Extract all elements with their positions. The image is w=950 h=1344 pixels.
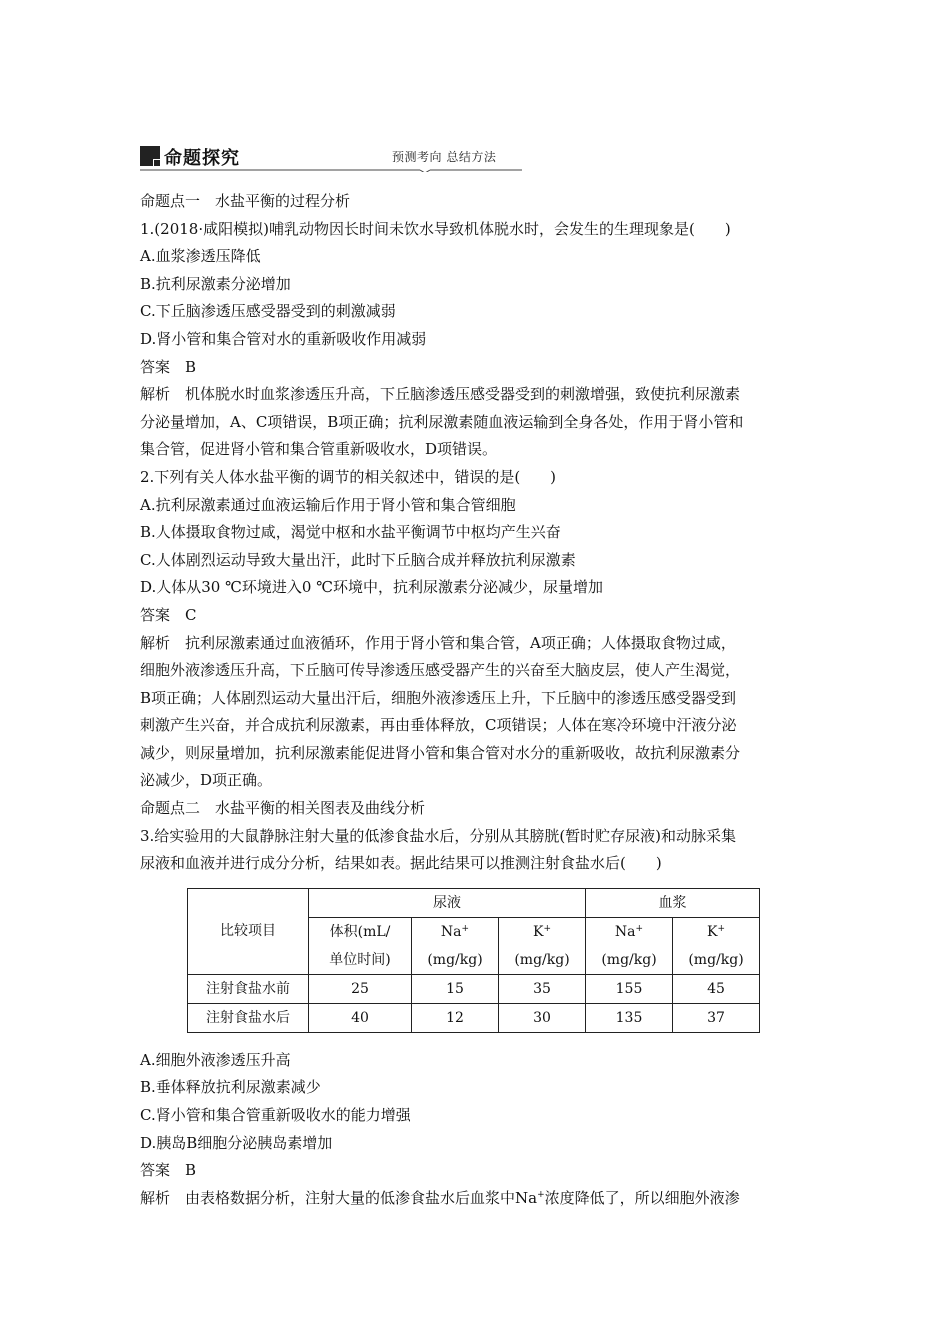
group-header-urine: 尿液 <box>309 888 586 917</box>
section-title: 命题点二 水盐平衡的相关图表及曲线分析 <box>140 799 426 818</box>
column-header-line1: 体积(mL/ <box>329 923 391 940</box>
column-header-line2: (mg/kg) <box>688 951 744 968</box>
table-corner: 比较项目 <box>188 888 309 974</box>
question-stem: 3.给实验用的大鼠静脉注射大量的低渗食盐水后，分别从其膀胱(暂时贮存尿液)和动脉采集 <box>140 826 737 845</box>
section-header <box>140 142 522 172</box>
option: C.下丘脑渗透压感受器受到的刺激减弱 <box>140 302 396 321</box>
analysis-line <box>140 1185 816 1213</box>
column-header <box>499 917 586 974</box>
option: B.抗利尿激素分泌增加 <box>140 274 291 293</box>
column-header-line1: Na <box>440 923 462 940</box>
analysis-text: 浓度降低了，所以细胞外液渗 <box>544 1188 740 1207</box>
analysis-line: 解析 机体脱水时血浆渗透压升高，下丘脑渗透压感受器受到的刺激增强，致使抗利尿激素 <box>140 385 741 404</box>
data-table <box>187 888 760 1033</box>
option: C.人体剧烈运动导致大量出汗，此时下丘脑合成并释放抗利尿激素 <box>140 550 576 569</box>
table-cell: 12 <box>412 1003 499 1032</box>
question-stem: 1.(2018·咸阳模拟)哺乳动物因长时间未饮水导致机体脱水时，会发生的生理现象是( ) <box>140 219 731 238</box>
answer: 答案 B <box>140 1161 197 1180</box>
option: A.抗利尿激素通过血液运输后作用于肾小管和集合管细胞 <box>140 495 516 514</box>
option: D.人体从30 ℃环境进入0 ℃环境中，抗利尿激素分泌减少，尿量增加 <box>140 578 603 597</box>
column-header-line2: (mg/kg) <box>514 951 570 968</box>
analysis-line: 泌减少，D项正确。 <box>140 771 273 790</box>
header-subtitle: 预测考向 总结方法 <box>392 150 497 164</box>
table-cell: 37 <box>673 1003 760 1032</box>
table-cell: 15 <box>412 974 499 1003</box>
option: D.胰岛B细胞分泌胰岛素增加 <box>140 1133 333 1152</box>
question-stem: 2.下列有关人体水盐平衡的调节的相关叙述中，错误的是( ) <box>140 467 557 486</box>
analysis-line: 细胞外液渗透压升高，下丘脑可传导渗透压感受器产生的兴奋至大脑皮层，使人产生渴觉， <box>140 661 741 680</box>
analysis-line: 集合管，促进肾小管和集合管重新吸收水，D项错误。 <box>140 440 498 459</box>
row-label: 注射食盐水前 <box>188 974 309 1003</box>
analysis-line: B项正确；人体剧烈运动大量出汗后，细胞外液渗透压上升，下丘脑中的渗透压感受器受到 <box>140 688 737 707</box>
table-row <box>188 1003 760 1032</box>
answer: 答案 C <box>140 605 197 624</box>
column-header-line1: K <box>532 923 544 940</box>
row-label: 注射食盐水后 <box>188 1003 309 1032</box>
analysis-line: 减少，则尿量增加，抗利尿激素能促进肾小管和集合管对水分的重新吸收，故抗利尿激素分 <box>140 743 741 762</box>
column-header <box>412 917 499 974</box>
analysis-line: 分泌量增加，A、C项错误，B项正确；抗利尿激素随血液运输到全身各处，作用于肾小管和 <box>140 412 744 431</box>
option: A.细胞外液渗透压升高 <box>140 1050 291 1069</box>
group-header-plasma: 血浆 <box>586 888 760 917</box>
header-square-icon <box>140 146 160 166</box>
answer: 答案 B <box>140 357 197 376</box>
option: B.人体摄取食物过咸，渴觉中枢和水盐平衡调节中枢均产生兴奋 <box>140 523 561 542</box>
option: A.血浆渗透压降低 <box>140 247 261 266</box>
section-title: 命题点一 水盐平衡的过程分析 <box>140 192 351 210</box>
option: B.垂体释放抗利尿激素减少 <box>140 1078 321 1097</box>
column-header-line2: 单位时间) <box>329 951 391 968</box>
table-cell: 135 <box>586 1003 673 1032</box>
table-cell: 40 <box>309 1003 412 1032</box>
question-stem: 尿液和血液并进行成分分析，结果如表。据此结果可以推测注射食盐水后( ) <box>140 854 662 873</box>
table-cell: 45 <box>673 974 760 1003</box>
table-cell: 25 <box>309 974 412 1003</box>
analysis-text: 解析 由表格数据分析，注射大量的低渗食盐水后血浆中Na <box>140 1188 538 1207</box>
superscript: + <box>461 923 470 934</box>
column-header-line2: (mg/kg) <box>427 951 483 968</box>
analysis-line: 解析 抗利尿激素通过血液循环，作用于肾小管和集合管，A项正确；人体摄取食物过咸， <box>140 633 736 652</box>
analysis-line: 刺激产生兴奋，并合成抗利尿激素，再由垂体释放，C项错误；人体在寒冷环境中汗液分泌 <box>140 716 737 735</box>
superscript: + <box>717 923 725 934</box>
column-header <box>673 917 760 974</box>
superscript: + <box>543 923 551 934</box>
option: D.肾小管和集合管对水的重新吸收作用减弱 <box>140 329 427 348</box>
column-header-line1: K <box>706 923 718 940</box>
column-header <box>309 917 412 974</box>
table-cell: 155 <box>586 974 673 1003</box>
table-row <box>188 974 760 1003</box>
column-header <box>586 917 673 974</box>
column-header-line1: Na <box>614 923 636 940</box>
table-cell: 35 <box>499 974 586 1003</box>
table-cell: 30 <box>499 1003 586 1032</box>
option: C.肾小管和集合管重新吸收水的能力增强 <box>140 1106 411 1125</box>
document-body <box>140 188 816 1212</box>
header-title: 命题探究 <box>164 148 240 169</box>
column-header-line2: (mg/kg) <box>601 951 657 968</box>
superscript: + <box>635 923 644 934</box>
superscript: + <box>537 1189 545 1200</box>
